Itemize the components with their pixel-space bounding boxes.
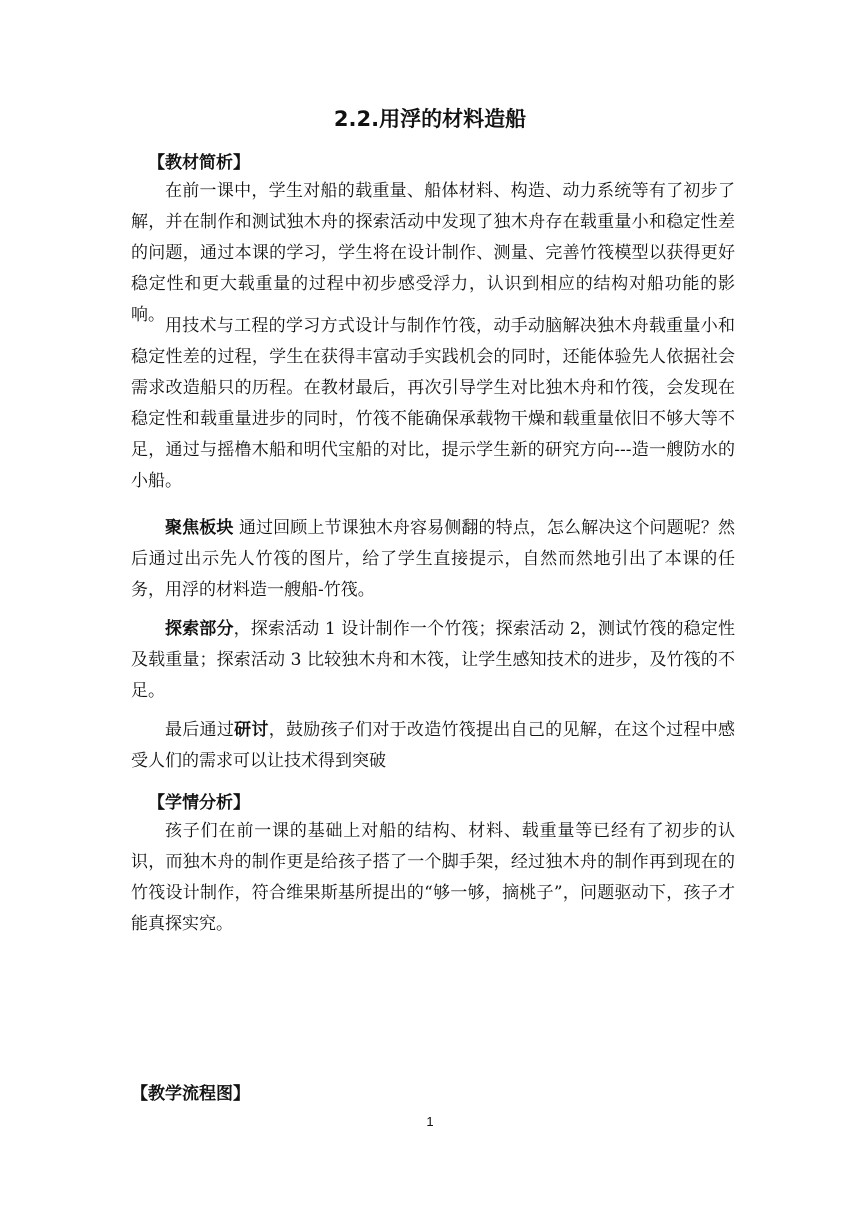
discuss-label: 研讨 bbox=[234, 720, 269, 740]
paragraph-student-1: 孩子们在前一课的基础上对船的结构、材料、载重量等已经有了初步的认识，而独木舟的制作更是给孩子搭了一个脚手架，经过独木舟的制作再到现在的竹筏设计制作，符合维果斯基所提出的“够一够，摘桃子”，问题驱动下，孩子才能真探实究。 bbox=[131, 821, 735, 934]
paragraph-focus bbox=[131, 513, 735, 606]
discuss-text: ，鼓励孩子们对于改造竹筏提出自己的见解，在这个过程中感受人们的需求可以让技术得到突破 bbox=[131, 720, 735, 771]
paragraph-textbook-1: 在前一课中，学生对船的载重量、船体材料、构造、动力系统等有了初步了解，并在制作和测试独木舟的探索活动中发现了独木舟存在载重量小和稳定性差的问题，通过本课的学习，学生将在设计制作、测量、完善竹筏模型以获得更好稳定性和更大载重量的过程中初步感受浮力，认识到相应的结构对船功能的影响。 bbox=[131, 181, 735, 325]
paragraph-discuss bbox=[131, 715, 735, 777]
explore-label: 探索部分 bbox=[165, 619, 234, 639]
paragraph-explore bbox=[131, 614, 735, 707]
section-heading-student: 【学情分析】 bbox=[148, 793, 250, 813]
explore-text: ，探索活动 1 设计制作一个竹筏；探索活动 2，测试竹筏的稳定性及载重量；探索活动 3 比较独木舟和木筏，让学生感知技术的进步，及竹筏的不足。 bbox=[131, 619, 736, 701]
page-number: 1 bbox=[426, 1114, 434, 1129]
page-title: 2.2.用浮的材料造船 bbox=[333, 107, 527, 131]
focus-label: 聚焦板块 bbox=[165, 518, 234, 538]
section-heading-flowchart: 【教学流程图】 bbox=[131, 1084, 250, 1104]
discuss-prefix: 最后通过 bbox=[165, 720, 235, 740]
section-heading-textbook: 【教材简析】 bbox=[148, 153, 250, 173]
focus-text: 通过回顾上节课独木舟容易侧翻的特点，怎么解决这个问题呢？然后通过出示先人竹筏的图片，给了学生直接提示，自然而然地引出了本课的任务，用浮的材料造一艘船-竹筏。 bbox=[131, 518, 735, 600]
paragraph-textbook-2: 用技术与工程的学习方式设计与制作竹筏，动手动脑解决独木舟载重量小和稳定性差的过程，学生在获得丰富动手实践机会的同时，还能体验先人依据社会需求改造船只的历程。在教材最后，再次引导学生对比独木舟和竹筏，会发现在稳定性和载重量进步的同时，竹筏不能确保承载物干燥和载重量依旧不够大等不足，通过与摇橹木船和明代宝船的对比，提示学生新的研究方向---造一艘防水的小船。 bbox=[131, 316, 735, 491]
